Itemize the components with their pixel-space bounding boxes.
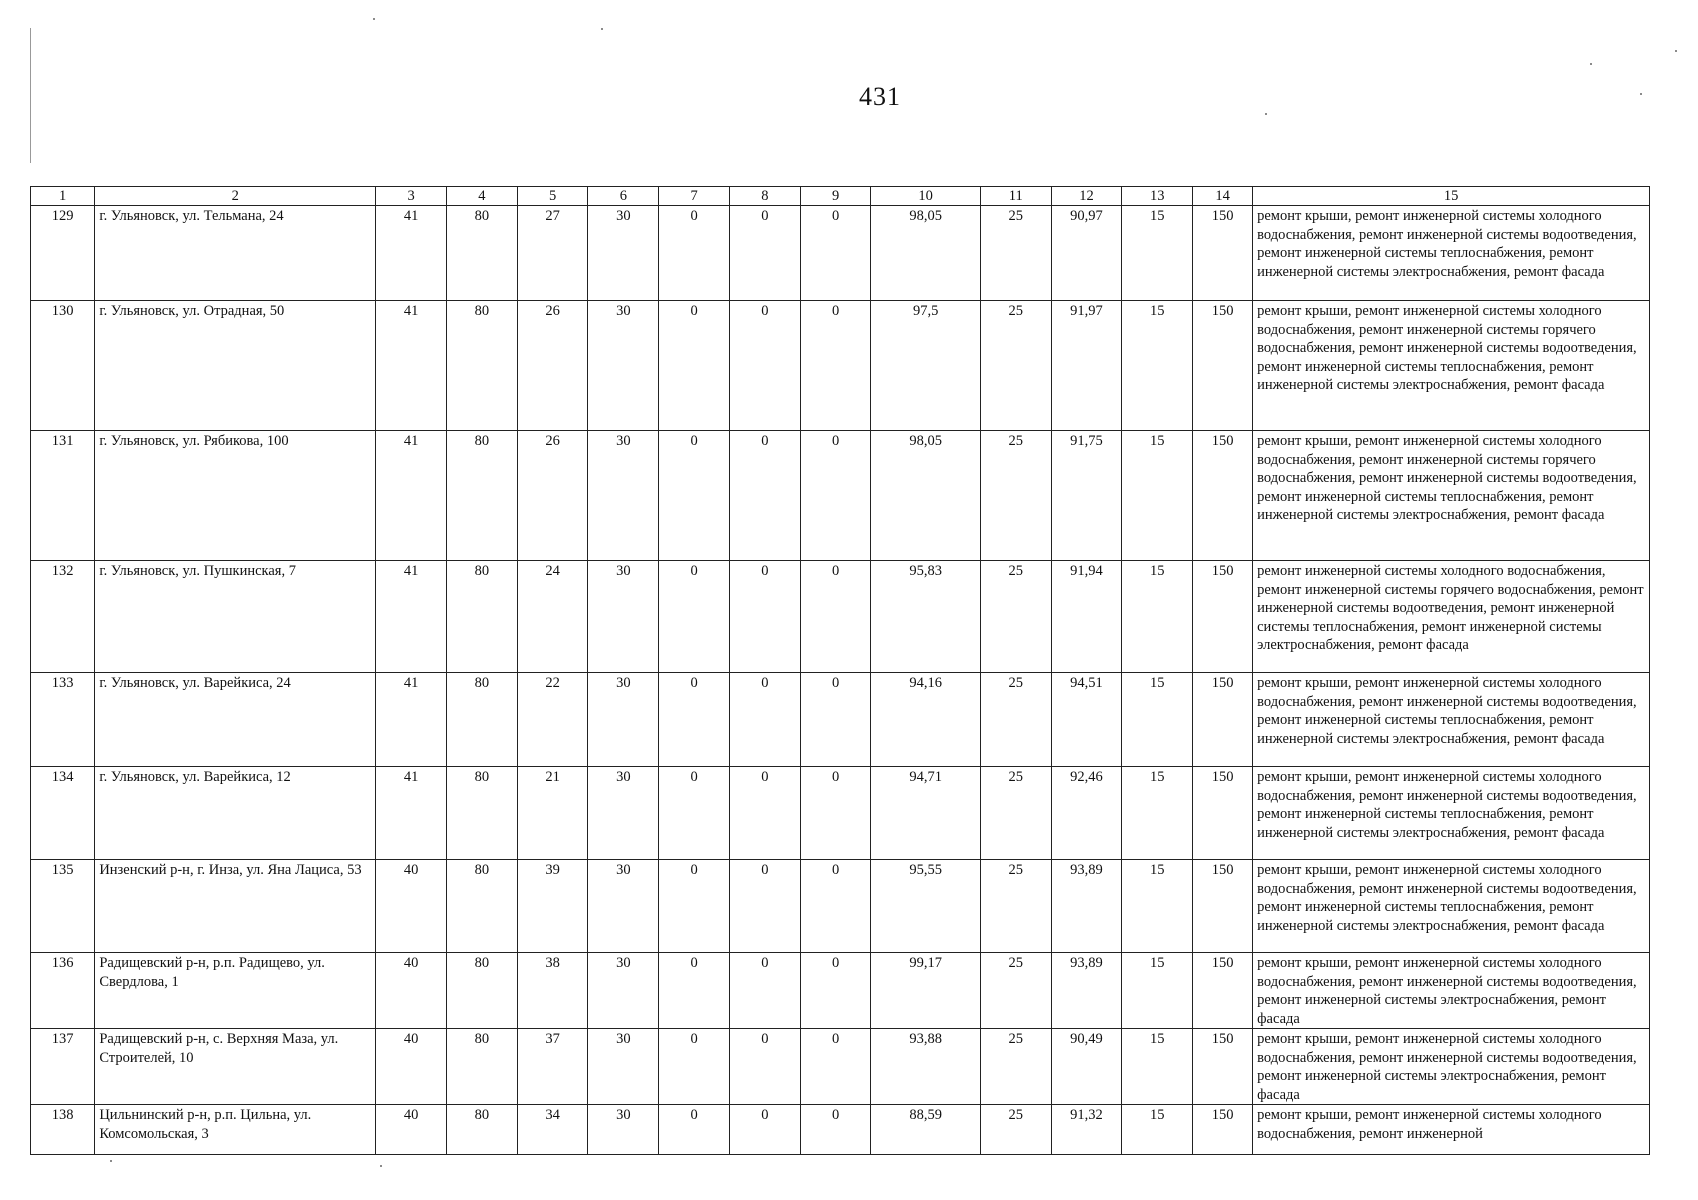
row-number-cell: 133 (31, 673, 95, 767)
col-5-cell: 27 (517, 206, 588, 301)
col-14-cell: 150 (1193, 206, 1253, 301)
works-list-cell: ремонт крыши, ремонт инженерной системы холодного водоснабжения, ремонт инженерной системы водоотведения, ремонт инженерной системы теплоснабжения, ремонт инженерной системы электроснабжения, ремонт фасада (1253, 767, 1650, 860)
col-4-cell: 80 (446, 1029, 517, 1105)
col-14-cell: 150 (1193, 431, 1253, 561)
col-11-cell: 25 (980, 767, 1051, 860)
col-9-cell: 0 (800, 561, 871, 673)
works-list-cell: ремонт крыши, ремонт инженерной системы холодного водоснабжения, ремонт инженерной системы водоотведения, ремонт инженерной системы электроснабжения, ремонт фасада (1253, 1029, 1650, 1105)
col-4-cell: 80 (446, 767, 517, 860)
col-14-cell: 150 (1193, 561, 1253, 673)
col-4-cell: 80 (446, 561, 517, 673)
col-12-cell: 91,94 (1051, 561, 1122, 673)
table-row (31, 767, 1650, 860)
row-number-cell: 135 (31, 860, 95, 953)
column-header-9: 9 (800, 187, 871, 206)
column-header-3: 3 (376, 187, 447, 206)
works-list-cell: ремонт крыши, ремонт инженерной системы холодного водоснабжения, ремонт инженерной (1253, 1105, 1650, 1155)
col-5-cell: 26 (517, 301, 588, 431)
col-12-cell: 93,89 (1051, 860, 1122, 953)
column-header-14: 14 (1193, 187, 1253, 206)
row-number-cell: 136 (31, 953, 95, 1029)
col-11-cell: 25 (980, 431, 1051, 561)
col-4-cell: 80 (446, 1105, 517, 1155)
col-12-cell: 91,32 (1051, 1105, 1122, 1155)
col-6-cell: 30 (588, 1029, 659, 1105)
row-number-cell: 137 (31, 1029, 95, 1105)
col-13-cell: 15 (1122, 673, 1193, 767)
col-7-cell: 0 (659, 561, 730, 673)
col-8-cell: 0 (729, 673, 800, 767)
table-row (31, 1105, 1650, 1155)
col-11-cell: 25 (980, 301, 1051, 431)
scan-speck (1640, 93, 1642, 95)
works-list-cell: ремонт крыши, ремонт инженерной системы холодного водоснабжения, ремонт инженерной системы водоотведения, ремонт инженерной системы электроснабжения, ремонт фасада (1253, 953, 1650, 1029)
address-cell: г. Ульяновск, ул. Варейкиса, 24 (95, 673, 376, 767)
address-cell: Инзенский р-н, г. Инза, ул. Яна Лациса, 53 (95, 860, 376, 953)
col-6-cell: 30 (588, 431, 659, 561)
col-14-cell: 150 (1193, 673, 1253, 767)
col-9-cell: 0 (800, 1029, 871, 1105)
col-5-cell: 39 (517, 860, 588, 953)
col-3-cell: 41 (376, 431, 447, 561)
col-6-cell: 30 (588, 1105, 659, 1155)
col-9-cell: 0 (800, 673, 871, 767)
col-3-cell: 41 (376, 301, 447, 431)
table-row (31, 301, 1650, 431)
col-12-cell: 90,97 (1051, 206, 1122, 301)
address-cell: г. Ульяновск, ул. Варейкиса, 12 (95, 767, 376, 860)
col-10-cell: 93,88 (871, 1029, 980, 1105)
col-11-cell: 25 (980, 1105, 1051, 1155)
col-6-cell: 30 (588, 767, 659, 860)
col-12-cell: 93,89 (1051, 953, 1122, 1029)
col-6-cell: 30 (588, 206, 659, 301)
col-9-cell: 0 (800, 206, 871, 301)
col-11-cell: 25 (980, 1029, 1051, 1105)
col-3-cell: 40 (376, 860, 447, 953)
page-number: 431 (859, 82, 901, 111)
table-header-row (31, 187, 1650, 206)
col-10-cell: 94,16 (871, 673, 980, 767)
table-body (31, 206, 1650, 1155)
works-list-cell: ремонт крыши, ремонт инженерной системы холодного водоснабжения, ремонт инженерной системы горячего водоснабжения, ремонт инженерной системы водоотведения, ремонт инженерной системы теплоснабжения, ремонт инженерной системы электроснабжения, ремонт фасада (1253, 431, 1650, 561)
col-7-cell: 0 (659, 1105, 730, 1155)
col-9-cell: 0 (800, 860, 871, 953)
col-10-cell: 97,5 (871, 301, 980, 431)
col-11-cell: 25 (980, 673, 1051, 767)
column-header-2: 2 (95, 187, 376, 206)
col-13-cell: 15 (1122, 1029, 1193, 1105)
table-row (31, 1029, 1650, 1105)
col-13-cell: 15 (1122, 860, 1193, 953)
col-14-cell: 150 (1193, 860, 1253, 953)
table-row (31, 206, 1650, 301)
col-14-cell: 150 (1193, 1105, 1253, 1155)
col-6-cell: 30 (588, 301, 659, 431)
col-10-cell: 98,05 (871, 206, 980, 301)
col-11-cell: 25 (980, 561, 1051, 673)
column-header-7: 7 (659, 187, 730, 206)
scan-speck (1675, 50, 1677, 52)
works-list-cell: ремонт крыши, ремонт инженерной системы холодного водоснабжения, ремонт инженерной системы горячего водоснабжения, ремонт инженерной системы водоотведения, ремонт инженерной системы теплоснабжения, ремонт инженерной системы электроснабжения, ремонт фасада (1253, 301, 1650, 431)
col-7-cell: 0 (659, 301, 730, 431)
col-13-cell: 15 (1122, 431, 1193, 561)
col-13-cell: 15 (1122, 953, 1193, 1029)
table-row (31, 431, 1650, 561)
col-8-cell: 0 (729, 1029, 800, 1105)
col-10-cell: 94,71 (871, 767, 980, 860)
col-4-cell: 80 (446, 206, 517, 301)
col-3-cell: 41 (376, 561, 447, 673)
row-number-cell: 130 (31, 301, 95, 431)
col-7-cell: 0 (659, 767, 730, 860)
col-9-cell: 0 (800, 431, 871, 561)
column-header-5: 5 (517, 187, 588, 206)
column-header-15: 15 (1253, 187, 1650, 206)
col-3-cell: 41 (376, 673, 447, 767)
col-12-cell: 91,75 (1051, 431, 1122, 561)
col-11-cell: 25 (980, 206, 1051, 301)
address-cell: Радищевский р-н, р.п. Радищево, ул. Свердлова, 1 (95, 953, 376, 1029)
col-12-cell: 91,97 (1051, 301, 1122, 431)
registry-table (30, 186, 1650, 1155)
col-5-cell: 22 (517, 673, 588, 767)
column-header-13: 13 (1122, 187, 1193, 206)
col-8-cell: 0 (729, 561, 800, 673)
col-3-cell: 40 (376, 1105, 447, 1155)
col-10-cell: 95,83 (871, 561, 980, 673)
col-4-cell: 80 (446, 860, 517, 953)
col-13-cell: 15 (1122, 301, 1193, 431)
col-13-cell: 15 (1122, 561, 1193, 673)
col-8-cell: 0 (729, 953, 800, 1029)
address-cell: г. Ульяновск, ул. Отрадная, 50 (95, 301, 376, 431)
table-row (31, 953, 1650, 1029)
address-cell: Радищевский р-н, с. Верхняя Маза, ул. Строителей, 10 (95, 1029, 376, 1105)
col-12-cell: 94,51 (1051, 673, 1122, 767)
col-14-cell: 150 (1193, 301, 1253, 431)
col-7-cell: 0 (659, 431, 730, 561)
scan-speck (1590, 63, 1592, 65)
col-11-cell: 25 (980, 953, 1051, 1029)
row-number-cell: 131 (31, 431, 95, 561)
col-7-cell: 0 (659, 953, 730, 1029)
column-header-12: 12 (1051, 187, 1122, 206)
works-list-cell: ремонт крыши, ремонт инженерной системы холодного водоснабжения, ремонт инженерной системы водоотведения, ремонт инженерной системы теплоснабжения, ремонт инженерной системы электроснабжения, ремонт фасада (1253, 673, 1650, 767)
col-3-cell: 41 (376, 206, 447, 301)
row-number-cell: 138 (31, 1105, 95, 1155)
table-row (31, 673, 1650, 767)
col-6-cell: 30 (588, 953, 659, 1029)
col-8-cell: 0 (729, 431, 800, 561)
col-5-cell: 34 (517, 1105, 588, 1155)
column-header-1: 1 (31, 187, 95, 206)
table-row (31, 860, 1650, 953)
col-10-cell: 98,05 (871, 431, 980, 561)
col-8-cell: 0 (729, 301, 800, 431)
address-cell: г. Ульяновск, ул. Рябикова, 100 (95, 431, 376, 561)
col-6-cell: 30 (588, 673, 659, 767)
col-14-cell: 150 (1193, 1029, 1253, 1105)
col-9-cell: 0 (800, 301, 871, 431)
col-9-cell: 0 (800, 953, 871, 1029)
row-number-cell: 134 (31, 767, 95, 860)
col-4-cell: 80 (446, 301, 517, 431)
col-6-cell: 30 (588, 860, 659, 953)
col-12-cell: 92,46 (1051, 767, 1122, 860)
col-5-cell: 26 (517, 431, 588, 561)
col-4-cell: 80 (446, 953, 517, 1029)
works-list-cell: ремонт крыши, ремонт инженерной системы холодного водоснабжения, ремонт инженерной системы водоотведения, ремонт инженерной системы теплоснабжения, ремонт инженерной системы электроснабжения, ремонт фасада (1253, 206, 1650, 301)
col-3-cell: 41 (376, 767, 447, 860)
col-5-cell: 38 (517, 953, 588, 1029)
address-cell: Цильнинский р-н, р.п. Цильна, ул. Комсомольская, 3 (95, 1105, 376, 1155)
address-cell: г. Ульяновск, ул. Тельмана, 24 (95, 206, 376, 301)
column-header-4: 4 (446, 187, 517, 206)
col-14-cell: 150 (1193, 767, 1253, 860)
scan-speck (380, 1165, 382, 1167)
column-header-6: 6 (588, 187, 659, 206)
scan-speck (373, 18, 375, 20)
col-14-cell: 150 (1193, 953, 1253, 1029)
address-cell: г. Ульяновск, ул. Пушкинская, 7 (95, 561, 376, 673)
col-5-cell: 21 (517, 767, 588, 860)
scan-speck (601, 28, 603, 30)
col-7-cell: 0 (659, 673, 730, 767)
works-list-cell: ремонт инженерной системы холодного водоснабжения, ремонт инженерной системы горячего водоснабжения, ремонт инженерной системы водоотведения, ремонт инженерной системы теплоснабжения, ремонт инженерной системы электроснабжения, ремонт фасада (1253, 561, 1650, 673)
col-8-cell: 0 (729, 1105, 800, 1155)
col-10-cell: 95,55 (871, 860, 980, 953)
col-4-cell: 80 (446, 673, 517, 767)
row-number-cell: 129 (31, 206, 95, 301)
col-10-cell: 99,17 (871, 953, 980, 1029)
col-13-cell: 15 (1122, 206, 1193, 301)
scan-speck (1265, 113, 1267, 115)
col-13-cell: 15 (1122, 1105, 1193, 1155)
table-row (31, 561, 1650, 673)
registry-sheet (30, 186, 1650, 1155)
col-13-cell: 15 (1122, 767, 1193, 860)
scan-speck (110, 1160, 112, 1162)
col-3-cell: 40 (376, 953, 447, 1029)
col-9-cell: 0 (800, 1105, 871, 1155)
row-number-cell: 132 (31, 561, 95, 673)
col-7-cell: 0 (659, 1029, 730, 1105)
col-10-cell: 88,59 (871, 1105, 980, 1155)
works-list-cell: ремонт крыши, ремонт инженерной системы холодного водоснабжения, ремонт инженерной системы водоотведения, ремонт инженерной системы теплоснабжения, ремонт инженерной системы электроснабжения, ремонт фасада (1253, 860, 1650, 953)
col-5-cell: 37 (517, 1029, 588, 1105)
col-11-cell: 25 (980, 860, 1051, 953)
column-header-8: 8 (729, 187, 800, 206)
col-8-cell: 0 (729, 767, 800, 860)
col-7-cell: 0 (659, 206, 730, 301)
column-header-10: 10 (871, 187, 980, 206)
col-3-cell: 40 (376, 1029, 447, 1105)
col-7-cell: 0 (659, 860, 730, 953)
column-header-11: 11 (980, 187, 1051, 206)
col-6-cell: 30 (588, 561, 659, 673)
col-8-cell: 0 (729, 206, 800, 301)
col-12-cell: 90,49 (1051, 1029, 1122, 1105)
col-9-cell: 0 (800, 767, 871, 860)
col-8-cell: 0 (729, 860, 800, 953)
col-5-cell: 24 (517, 561, 588, 673)
col-4-cell: 80 (446, 431, 517, 561)
